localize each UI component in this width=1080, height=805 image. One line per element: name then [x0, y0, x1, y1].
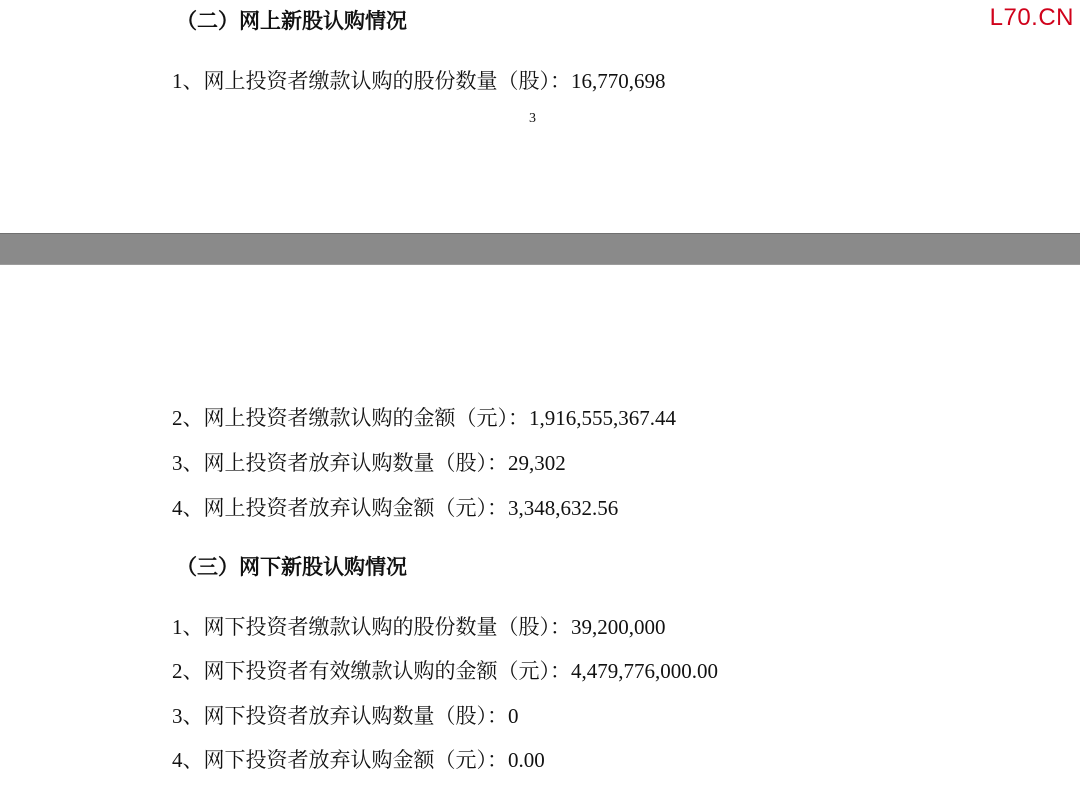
offline-item-2: 2、网下投资者有效缴款认购的金额（元）：4,479,776,000.00: [172, 659, 718, 683]
page-separator: [0, 233, 1080, 265]
offline-item-4: 4、网下投资者放弃认购金额（元）：0.00: [172, 748, 545, 772]
online-item-4: 4、网上投资者放弃认购金额（元）：3,348,632.56: [172, 496, 619, 520]
online-item-2: 2、网上投资者缴款认购的金额（元）：1,916,555,367.44: [172, 406, 676, 430]
offline-item-3: 3、网下投资者放弃认购数量（股）：0: [172, 704, 519, 728]
watermark-logo: L70.CN: [989, 4, 1074, 31]
online-item-1: 1、网上投资者缴款认购的股份数量（股）：16,770,698: [172, 69, 666, 93]
page-number: 3: [529, 111, 536, 126]
offline-item-1: 1、网下投资者缴款认购的股份数量（股）：39,200,000: [172, 615, 666, 639]
section-heading-offline: （三）网下新股认购情况: [176, 555, 407, 579]
section-heading-online: （二）网上新股认购情况: [176, 9, 407, 33]
online-item-3: 3、网上投资者放弃认购数量（股）：29,302: [172, 451, 566, 475]
